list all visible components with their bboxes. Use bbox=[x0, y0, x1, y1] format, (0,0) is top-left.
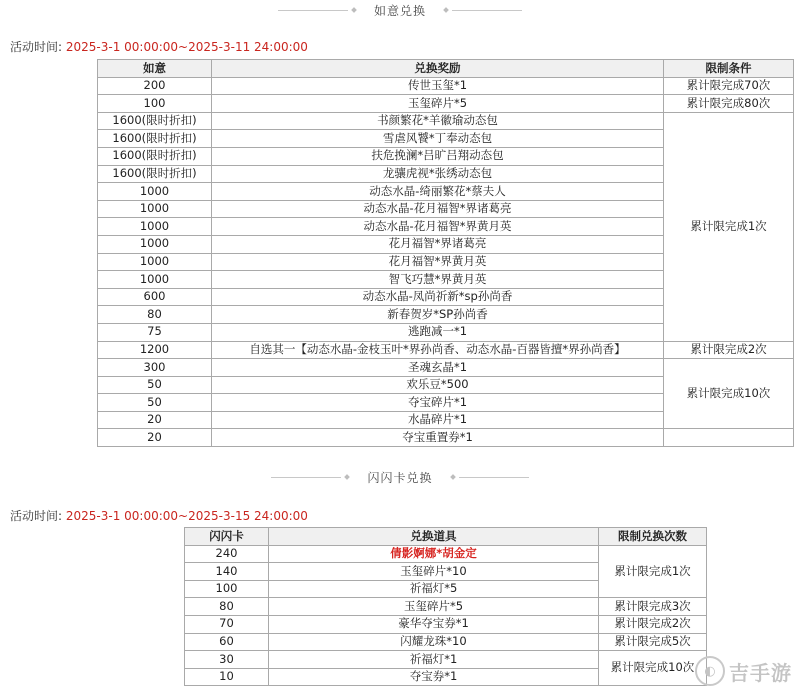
reward-cell: 花月福智*界黄月英 bbox=[212, 253, 664, 271]
cost-cell: 80 bbox=[185, 598, 269, 616]
cost-cell: 1000 bbox=[98, 253, 212, 271]
diamond-icon bbox=[450, 474, 456, 480]
reward-cell: 动态水晶-绮丽繁花*蔡夫人 bbox=[212, 183, 664, 201]
activity-label: 活动时间: bbox=[10, 509, 63, 523]
cost-cell: 1000 bbox=[98, 183, 212, 201]
cost-cell: 140 bbox=[185, 563, 269, 581]
site-watermark bbox=[695, 656, 792, 686]
limit-cell: 累计限完成70次 bbox=[664, 77, 794, 95]
watermark-text: 吉手游 bbox=[729, 660, 792, 685]
cost-cell: 80 bbox=[98, 306, 212, 324]
reward-cell: 闪耀龙珠*10 bbox=[269, 633, 599, 651]
limit-cell: 累计限完成2次 bbox=[599, 615, 707, 633]
activity-time: 2025-3-1 00:00:00~2025-3-11 24:00:00 bbox=[65, 40, 308, 54]
reward-cell: 祈福灯*1 bbox=[269, 651, 599, 669]
section-title: 闪闪卡兑换 bbox=[367, 470, 433, 485]
cost-cell: 100 bbox=[98, 95, 212, 113]
limit-cell: 累计限完成3次 bbox=[599, 598, 707, 616]
reward-cell: 欢乐豆*500 bbox=[212, 376, 664, 394]
reward-cell: 夺宝碎片*1 bbox=[212, 394, 664, 412]
header-limit: 限制条件 bbox=[664, 60, 794, 78]
section-divider-ruyi bbox=[0, 0, 800, 20]
reward-cell: 自选其一【动态水晶-金枝玉叶*界孙尚香、动态水晶-百器皆擅*界孙尚香】 bbox=[212, 341, 664, 359]
cost-cell: 50 bbox=[98, 376, 212, 394]
cost-cell: 100 bbox=[185, 580, 269, 598]
logo-icon: ◐ bbox=[695, 656, 725, 686]
reward-cell: 玉玺碎片*5 bbox=[269, 598, 599, 616]
reward-cell: 书颜繁花*羊徽瑜动态包 bbox=[212, 112, 664, 130]
reward-cell: 花月福智*界诸葛亮 bbox=[212, 235, 664, 253]
cost-cell: 20 bbox=[98, 429, 212, 447]
limit-cell: 累计限完成5次 bbox=[599, 633, 707, 651]
cost-cell: 600 bbox=[98, 288, 212, 306]
activity-time-row bbox=[10, 38, 308, 55]
header-cost: 闪闪卡 bbox=[185, 528, 269, 546]
table-header bbox=[98, 60, 794, 78]
reward-cell: 圣魂玄晶*1 bbox=[212, 359, 664, 377]
table-row bbox=[98, 95, 794, 113]
cost-cell: 1000 bbox=[98, 235, 212, 253]
reward-cell: 动态水晶-凤尚祈新*sp孙尚香 bbox=[212, 288, 664, 306]
limit-cell: 累计限完成1次 bbox=[599, 545, 707, 598]
table-row bbox=[98, 341, 794, 359]
cost-cell: 70 bbox=[185, 615, 269, 633]
table-row bbox=[185, 545, 707, 563]
cost-cell: 1600(限时折扣) bbox=[98, 112, 212, 130]
reward-cell: 新春贺岁*SP孙尚香 bbox=[212, 306, 664, 324]
reward-cell: 龙骧虎视*张绣动态包 bbox=[212, 165, 664, 183]
reward-cell: 水晶碎片*1 bbox=[212, 411, 664, 429]
table-row bbox=[98, 359, 794, 377]
cost-cell: 1200 bbox=[98, 341, 212, 359]
cost-cell: 1000 bbox=[98, 271, 212, 289]
reward-cell-highlight: 倩影婀娜*胡金定 bbox=[269, 545, 599, 563]
cost-cell: 200 bbox=[98, 77, 212, 95]
table-row bbox=[185, 598, 707, 616]
cost-cell: 20 bbox=[98, 411, 212, 429]
table-header bbox=[185, 528, 707, 546]
cost-cell: 30 bbox=[185, 651, 269, 669]
limit-cell: 累计限完成2次 bbox=[664, 341, 794, 359]
table-row bbox=[98, 429, 794, 447]
diamond-icon bbox=[345, 474, 351, 480]
header-reward: 兑换道具 bbox=[269, 528, 599, 546]
section-divider-shanshanka bbox=[0, 467, 800, 487]
cost-cell: 1000 bbox=[98, 200, 212, 218]
reward-cell: 玉玺碎片*10 bbox=[269, 563, 599, 581]
header-reward: 兑换奖励 bbox=[212, 60, 664, 78]
reward-cell: 智飞巧慧*界黄月英 bbox=[212, 271, 664, 289]
reward-cell: 豪华夺宝券*1 bbox=[269, 615, 599, 633]
limit-cell: 累计限完成80次 bbox=[664, 95, 794, 113]
reward-cell: 逃跑减一*1 bbox=[212, 323, 664, 341]
reward-cell: 扶危挽澜*吕旷吕翔动态包 bbox=[212, 147, 664, 165]
cost-cell: 10 bbox=[185, 668, 269, 686]
cost-cell: 240 bbox=[185, 545, 269, 563]
limit-cell: 累计限完成10次 bbox=[664, 359, 794, 429]
cost-cell: 50 bbox=[98, 394, 212, 412]
header-limit: 限制兑换次数 bbox=[599, 528, 707, 546]
limit-cell bbox=[664, 429, 794, 447]
table-row bbox=[98, 112, 794, 130]
activity-label: 活动时间: bbox=[10, 40, 63, 54]
limit-cell: 累计限完成10次 bbox=[599, 651, 707, 686]
cost-cell: 60 bbox=[185, 633, 269, 651]
reward-cell: 动态水晶-花月福智*界诸葛亮 bbox=[212, 200, 664, 218]
table-row bbox=[185, 651, 707, 669]
reward-cell: 动态水晶-花月福智*界黄月英 bbox=[212, 218, 664, 236]
reward-cell: 玉玺碎片*5 bbox=[212, 95, 664, 113]
activity-time-row bbox=[10, 507, 308, 524]
diamond-icon bbox=[443, 7, 449, 13]
reward-cell: 夺宝券*1 bbox=[269, 668, 599, 686]
ruyi-exchange-table bbox=[97, 59, 794, 447]
header-cost: 如意 bbox=[98, 60, 212, 78]
cost-cell: 1600(限时折扣) bbox=[98, 130, 212, 148]
cost-cell: 1600(限时折扣) bbox=[98, 165, 212, 183]
table-row bbox=[185, 615, 707, 633]
shanshanka-exchange-table bbox=[184, 527, 707, 686]
limit-cell: 累计限完成1次 bbox=[664, 112, 794, 341]
reward-cell: 祈福灯*5 bbox=[269, 580, 599, 598]
diamond-icon bbox=[351, 7, 357, 13]
reward-cell: 雪虐风饕*丁奉动态包 bbox=[212, 130, 664, 148]
cost-cell: 75 bbox=[98, 323, 212, 341]
reward-cell: 传世玉玺*1 bbox=[212, 77, 664, 95]
table-row bbox=[98, 77, 794, 95]
section-title: 如意兑换 bbox=[373, 3, 426, 18]
reward-cell: 夺宝重置券*1 bbox=[212, 429, 664, 447]
cost-cell: 300 bbox=[98, 359, 212, 377]
cost-cell: 1000 bbox=[98, 218, 212, 236]
cost-cell: 1600(限时折扣) bbox=[98, 147, 212, 165]
table-row bbox=[185, 633, 707, 651]
activity-time: 2025-3-1 00:00:00~2025-3-15 24:00:00 bbox=[65, 509, 308, 523]
